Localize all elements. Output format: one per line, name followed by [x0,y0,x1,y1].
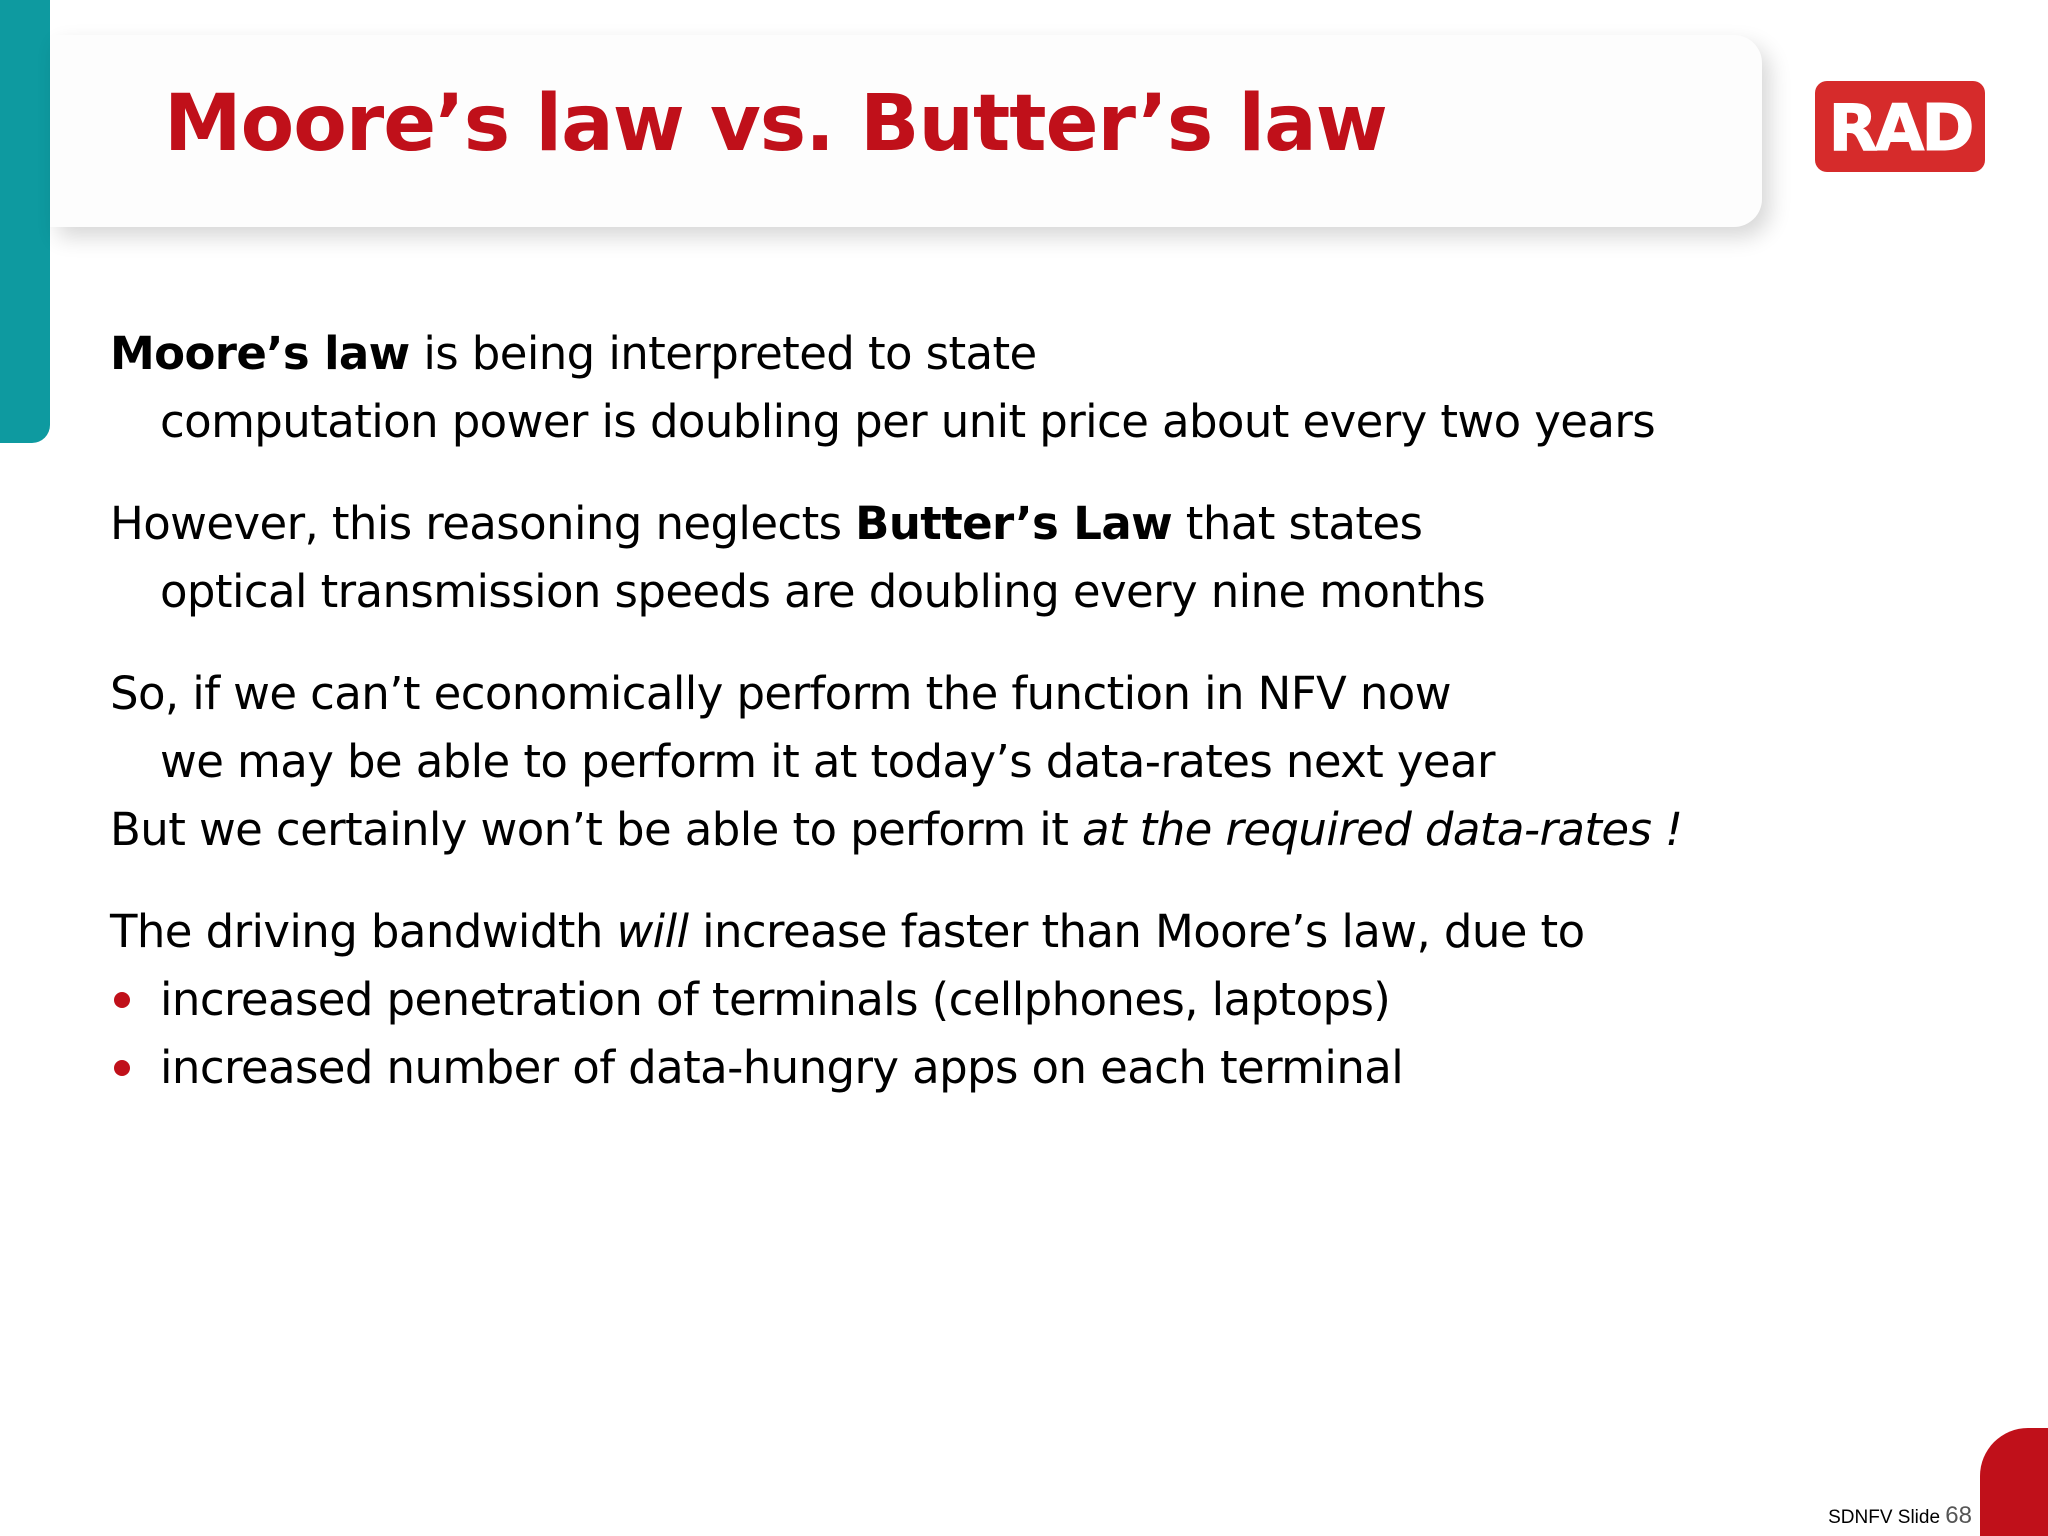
left-accent-bar [0,0,50,443]
bullet-icon [114,1060,130,1076]
text-line: optical transmission speeds are doubling every nine months [160,565,1486,618]
rad-logo [1815,81,1985,172]
rad-logo-lettering [1825,92,1975,162]
text: is being interpreted to state [409,327,1037,380]
text-line: So, if we can’t economically perform the function in NFV now [110,667,1451,720]
emphasis-text: at the required data-rates ! [1081,803,1683,856]
paragraph-moores-law [110,320,1910,456]
footer-label: SDNFV Slide [1828,1507,1941,1528]
bullet-item: increased number of data-hungry apps on each terminal [110,1034,1910,1102]
text: The driving bandwidth [110,905,617,958]
term-moores-law: Moore’s law [110,327,410,380]
slide-footer [1828,1502,1972,1530]
text-line: we may be able to perform it at today’s data-rates next year [160,735,1495,788]
svg-text:RAD: RAD [1828,91,1972,162]
slide-body [110,320,1910,1102]
emphasis-text: will [616,905,689,958]
bullet-item: increased penetration of terminals (cellphones, laptops) [110,966,1910,1034]
slide-title: Moore’s law vs. Butter’s law [164,79,1387,169]
term-butters-law: Butter’s Law [855,497,1173,550]
paragraph-nfv [110,660,1910,864]
paragraph-butters-law [110,490,1910,626]
text: that states [1172,497,1423,550]
bullet-icon [114,992,130,1008]
text: But we certainly won’t be able to perform it [110,803,1082,856]
slide-number: 68 [1945,1502,1972,1529]
paragraph-bandwidth [110,898,1910,1102]
text: increase faster than Moore’s law, due to [688,905,1585,958]
corner-tab [1980,1428,2048,1536]
text-line: computation power is doubling per unit price about every two years [160,395,1656,448]
text: However, this reasoning neglects [110,497,856,550]
